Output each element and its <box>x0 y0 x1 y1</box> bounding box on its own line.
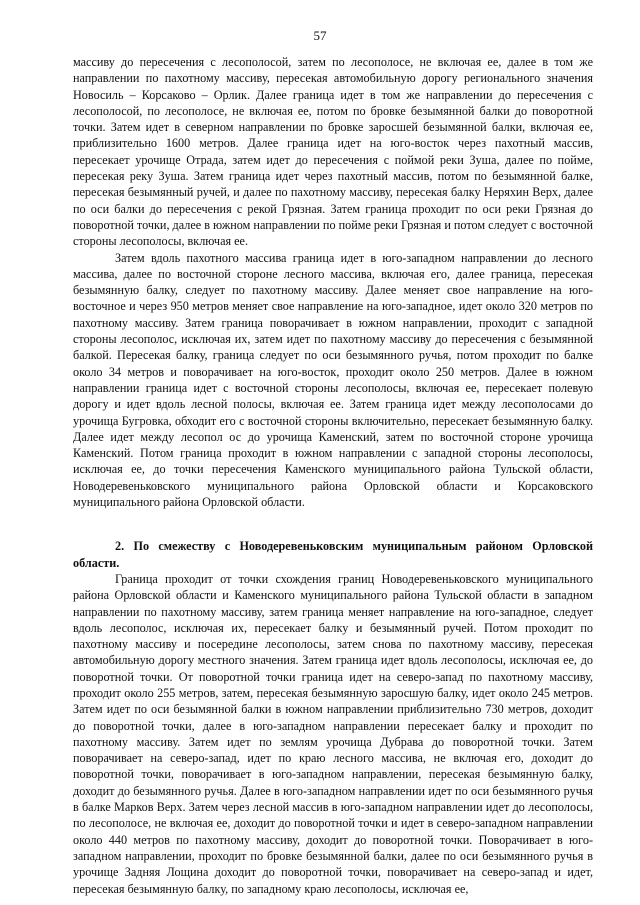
section-heading: 2. По смежеству с Новодеревеньковским муниципальным районом Орловской области. <box>73 539 593 570</box>
document-body <box>73 54 593 897</box>
paragraph-continuation: массиву до пересечения с лесополосой, затем по лесополосе, не включая ее, далее в том же направлении по пахотному массиву, пересекая автомобильную дорогу регионального значения Новосиль – Корсаково – Орлик. Далее граница идет в том же направлении до пересечения с лесополосой, по лесополосе, не включая ее, потом по бровке безымянной балки до поворотной точки. Затем идет в северном направлении по бровке заросшей безымянной балки, включая ее, приблизительно 1600 метров. Далее граница идет на юго-восток через пахотный массив, пересекает урочище Отрада, затем идет до пересечения с поймой реки Зуша, далее по пойме, пересекая реку Зуша. Затем граница идет через пахотный массив, потом по безымянной балке, пересекая безымянный ручей, и далее по пахотному массиву, пересекая балку Неряхин Верх, далее по оси балки до пересечения с рекой Грязная. Затем граница проходит по оси реки Грязная до поворотной точки, далее в южном направлении по пойме реки Грязная и потом следует с восточной стороны лесополосы, включая ее. <box>73 55 593 249</box>
page-number: 57 <box>313 28 327 43</box>
paragraph: Граница проходит от точки схождения границ Новодеревеньковского муниципального района Орловской области и Каменского муниципального района Тульской области в западном направлении по пахотному массиву, затем граница меняет направление на юго-западное, следует вдоль лесополос, исключая их, пересекает балку и безымянный ручей. Потом проходит по пахотному массиву и посередине лесополосы, затем снова по пахотному массиву, пересекая автомобильную дорогу местного значения. Затем граница идет вдоль лесополосы, исключая ее, до поворотной точки. От поворотной точки граница идет на северо-запад по пахотному массиву, проходит около 255 метров, затем, пересекая безымянную заросшую балку, идет около 245 метров. Затем идет по оси безымянной балки в южном направлении приблизительно 730 метров, доходит до поворотной точки, далее в юго-западном направлении пересекает балку и проходит по пахотному массиву. Затем идет по землям урочища Дубрава до поворотной точки. Затем поворачивает на северо-запад, идет по краю лесного массива, не включая его, доходит до поворотной точки, поворачивает в юго-западном направлении, пересекая безымянную балку, доходит до безымянного ручья. Далее в юго-западном направлении идет по оси безымянного ручья в балке Марков Верх. Затем через лесной массив в юго-западном направлении идет до лесополосы, по лесополосе, не включая ее, доходит до поворотной точки и идет в северо-западном направлении около 440 метров по пахотному массиву, доходит до поворотной точки. Поворачивает в юго-западном направлении, проходит по бровке безымянной балки, далее по оси безымянного ручья в урочище Задняя Лощина доходит до поворотной точки, поворачивает на северо-запад и идет, пересекая безымянную балку, по западному краю лесополосы, исключая ее, <box>73 571 593 896</box>
paragraph: Затем вдоль пахотного массива граница идет в юго-западном направлении до лесного массива, далее по восточной стороне лесного массива, включая его, далее граница, пересекая безымянную балку, следует по пахотному массиву. Далее меняет свое направление на юго-восточное и через 950 метров меняет свое направление на юго-западное, идет около 320 метров по пахотному массиву. Затем граница поворачивает в южном направлении, проходит с западной стороны лесополос, исключая их, затем идет по пахотному массиву до пересечения с безымянной балкой. Пересекая балку, граница следует по оси безымянного ручья, потом проходит по балке около 34 метров и поворачивает на юго-восток, проходит около 250 метров. Далее в южном направлении граница идет с восточной стороны лесополосы, включая ее, пересекает полевую дорогу и идет вдоль лесной полосы, включая ее. Затем граница идет между лесополосами до урочища Бугровка, обходит его с восточной стороны включительно, пересекает безымянную балку. Далее идет между лесопол ос до урочища Каменский, затем по восточной стороне урочища Каменский. Потом граница проходит в южном направлении с западной стороны лесополосы, исключая ее, до точки пересечения Каменского муниципального района Тульской области, Новодеревеньковского муниципального района Орловской области и Корсаковского муниципального района Орловской области. <box>73 250 593 510</box>
